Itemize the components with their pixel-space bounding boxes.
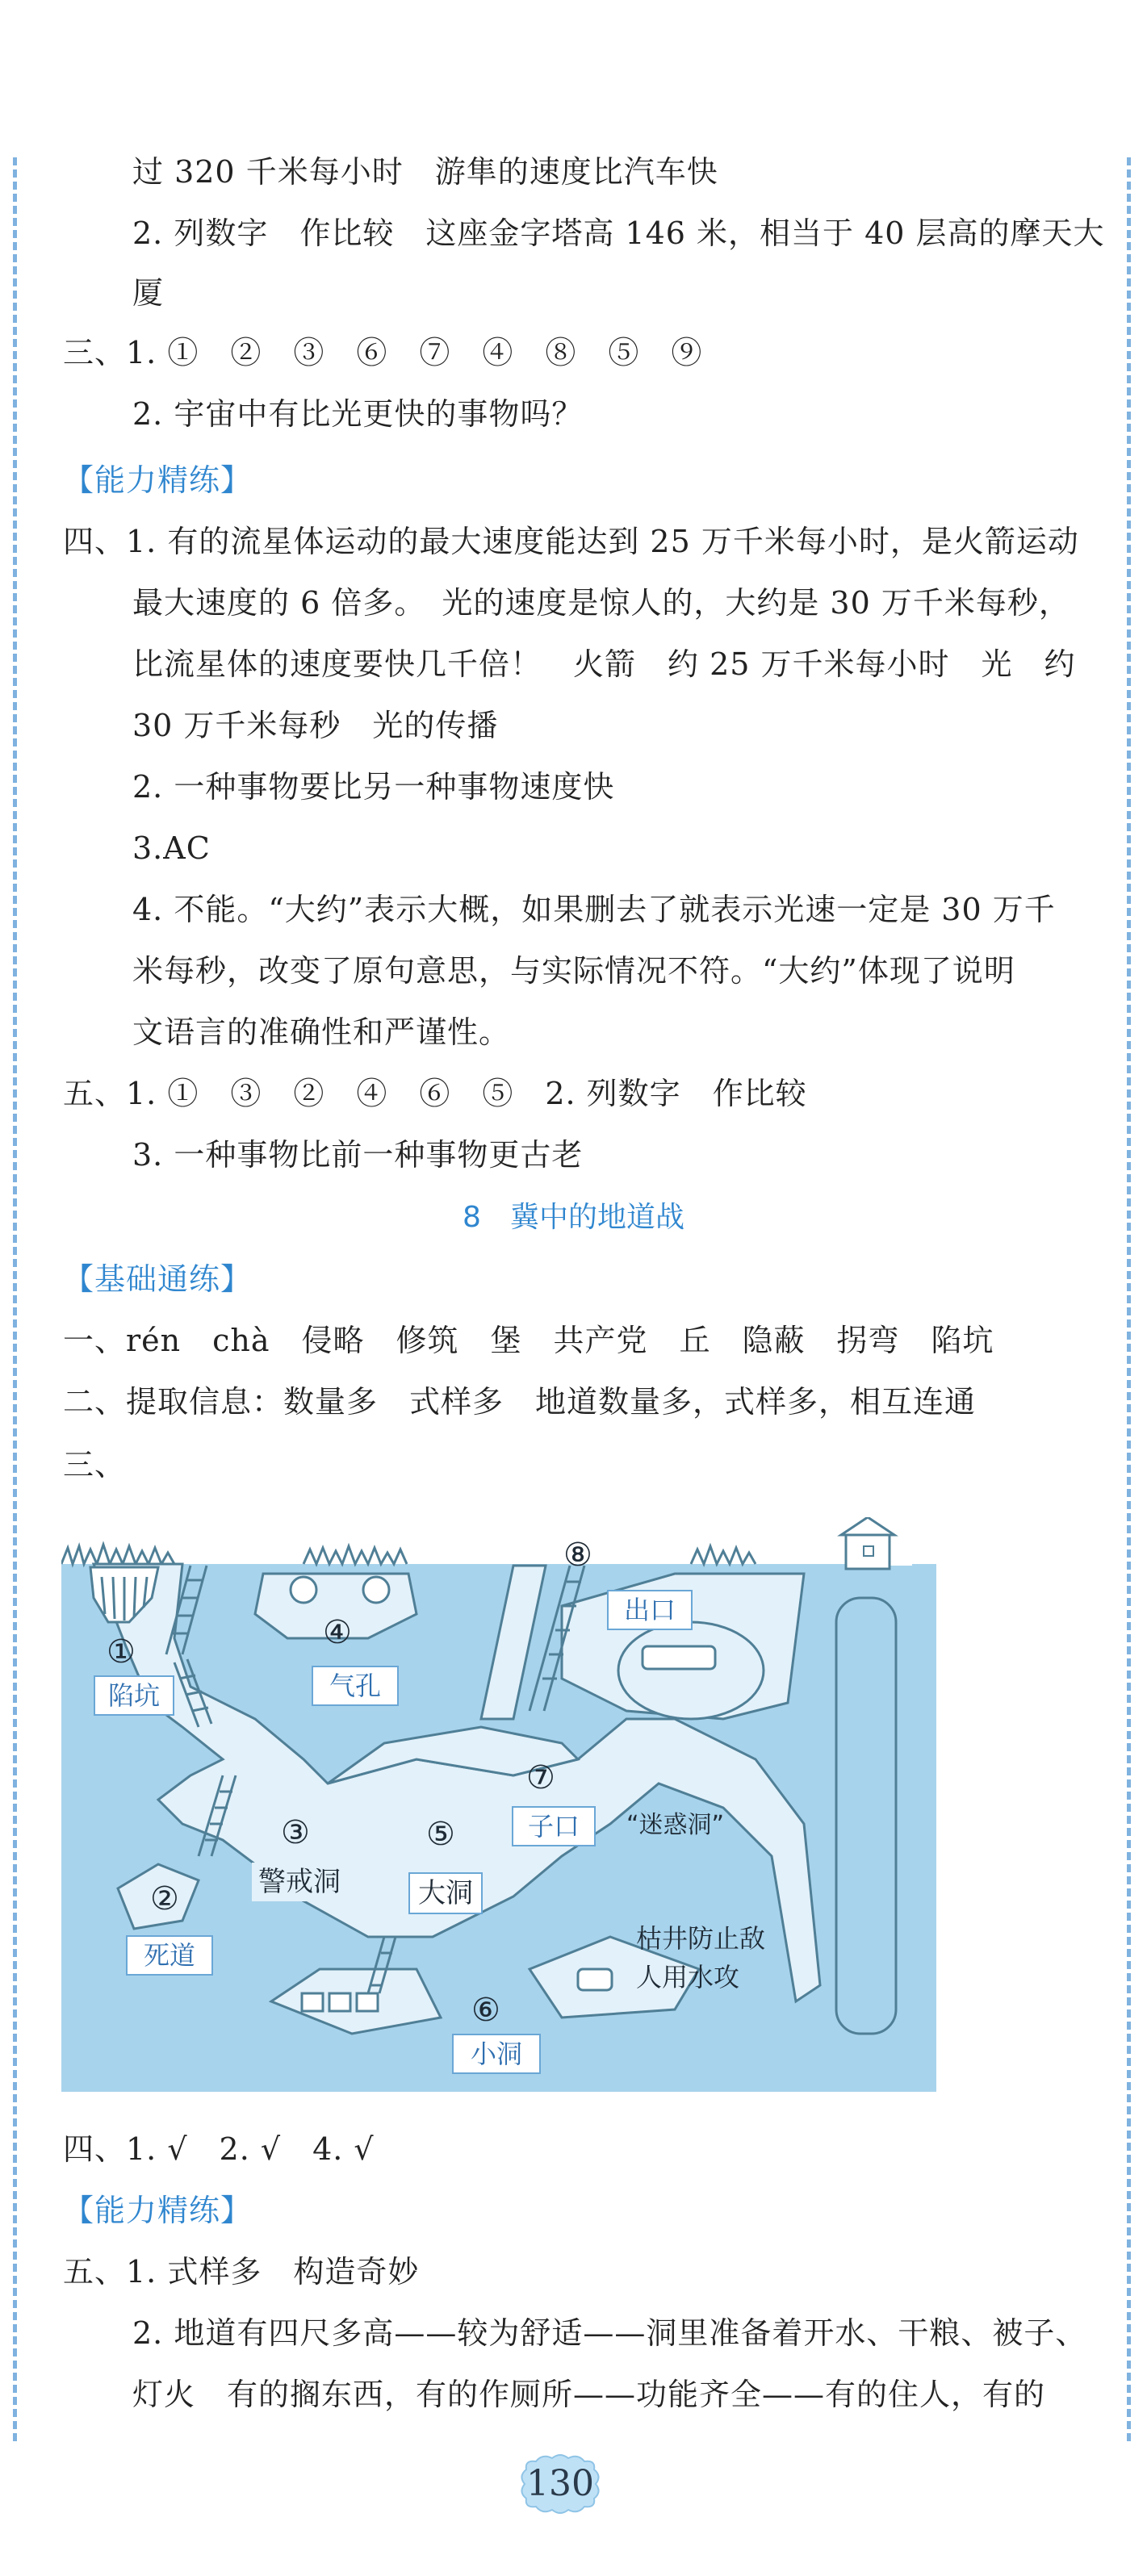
text-line: 2. 列数字 作比较 这座金字塔高 146 米，相当于 40 层高的摩天大 — [132, 215, 1105, 251]
marker-2: ② — [150, 1880, 179, 1917]
text-line: 2. 宇宙中有比光更快的事物吗？ — [132, 396, 584, 432]
label-lookout: 警戒洞 — [252, 1863, 347, 1901]
text-line: 三、1. ① ② ③ ⑥ ⑦ ④ ⑧ ⑤ ⑨ — [63, 335, 703, 370]
marker-6: ⑥ — [471, 1992, 500, 2029]
section-heading: 【基础通练】 — [63, 1261, 253, 1297]
tunnel-illustration — [61, 1517, 936, 2092]
text-line: 五、1. 式样多 构造奇妙 — [63, 2254, 420, 2290]
text-line: 一、rén chà 侵略 修筑 堡 共产党 丘 隐蔽 拐弯 陷坑 — [63, 1323, 994, 1358]
marker-8: ⑧ — [563, 1537, 592, 1574]
text-line: 3. 一种事物比前一种事物更古老 — [132, 1137, 584, 1173]
text-line: 2. 地道有四尺多高——较为舒适——洞里准备着开水、干粮、被子、 — [132, 2315, 1087, 2351]
marker-5: ⑤ — [426, 1816, 455, 1853]
section-heading: 【能力精练】 — [63, 2193, 253, 2228]
text-line: 二、提取信息：数量多 式样多 地道数量多，式样多，相互连通 — [63, 1384, 977, 1420]
section-heading: 【能力精练】 — [63, 462, 253, 498]
right-dashed-border — [1127, 157, 1131, 2441]
text-line: 4. 不能。“大约”表示大概，如果删去了就表示光速一定是 30 万千 — [132, 892, 1056, 927]
label-air-hole: 气孔 — [312, 1666, 399, 1706]
text-line: 30 万千米每秒 光的传播 — [132, 708, 499, 743]
label-well-1: 枯井防止敌 — [636, 1923, 766, 1954]
text-line: 过 320 千米每小时 游隼的速度比汽车快 — [132, 154, 718, 190]
label-exit: 出口 — [607, 1590, 693, 1630]
text-line: 最大速度的 6 倍多。 光的速度是惊人的，大约是 30 万千米每秒， — [132, 585, 1070, 621]
left-dashed-border — [13, 157, 17, 2441]
page-number-badge — [515, 2452, 605, 2516]
lesson-title: 8 冀中的地道战 — [463, 1201, 684, 1234]
marker-7: ⑦ — [526, 1759, 555, 1796]
label-maze: “迷惑洞” — [626, 1811, 725, 1839]
text-line: 比流星体的速度要快几千倍！ 火箭 约 25 万千米每小时 光 约 — [132, 646, 1076, 682]
label-well-2: 人用水攻 — [636, 1962, 740, 1993]
text-line: 三、 — [63, 1447, 127, 1482]
text-line: 米每秒，改变了原句意思，与实际情况不符。“大约”体现了说明 — [132, 953, 1015, 989]
text-line: 四、1. 有的流星体运动的最大速度能达到 25 万千米每小时，是火箭运动 — [63, 524, 1079, 559]
label-big-cave: 大洞 — [408, 1872, 483, 1914]
label-junction: 子口 — [512, 1806, 596, 1846]
page-number: 130 — [526, 2463, 594, 2504]
label-small-cave: 小洞 — [452, 2034, 541, 2074]
label-dead-end: 死道 — [126, 1935, 213, 1976]
text-line: 2. 一种事物要比另一种事物速度快 — [132, 769, 615, 805]
text-line: 灯火 有的搁东西，有的作厕所——功能齐全——有的住人，有的 — [132, 2377, 1046, 2412]
text-line: 3.AC — [132, 830, 211, 866]
marker-3: ③ — [281, 1814, 310, 1851]
text-line: 文语言的准确性和严谨性。 — [132, 1014, 511, 1050]
text-line: 五、1. ① ③ ② ④ ⑥ ⑤ 2. 列数字 作比较 — [63, 1076, 807, 1111]
text-line: 四、1. √ 2. √ 4. √ — [63, 2131, 375, 2167]
marker-4: ④ — [323, 1614, 352, 1651]
text-line: 厦 — [132, 275, 165, 311]
marker-1: ① — [107, 1633, 136, 1671]
label-trap: 陷坑 — [94, 1675, 174, 1716]
